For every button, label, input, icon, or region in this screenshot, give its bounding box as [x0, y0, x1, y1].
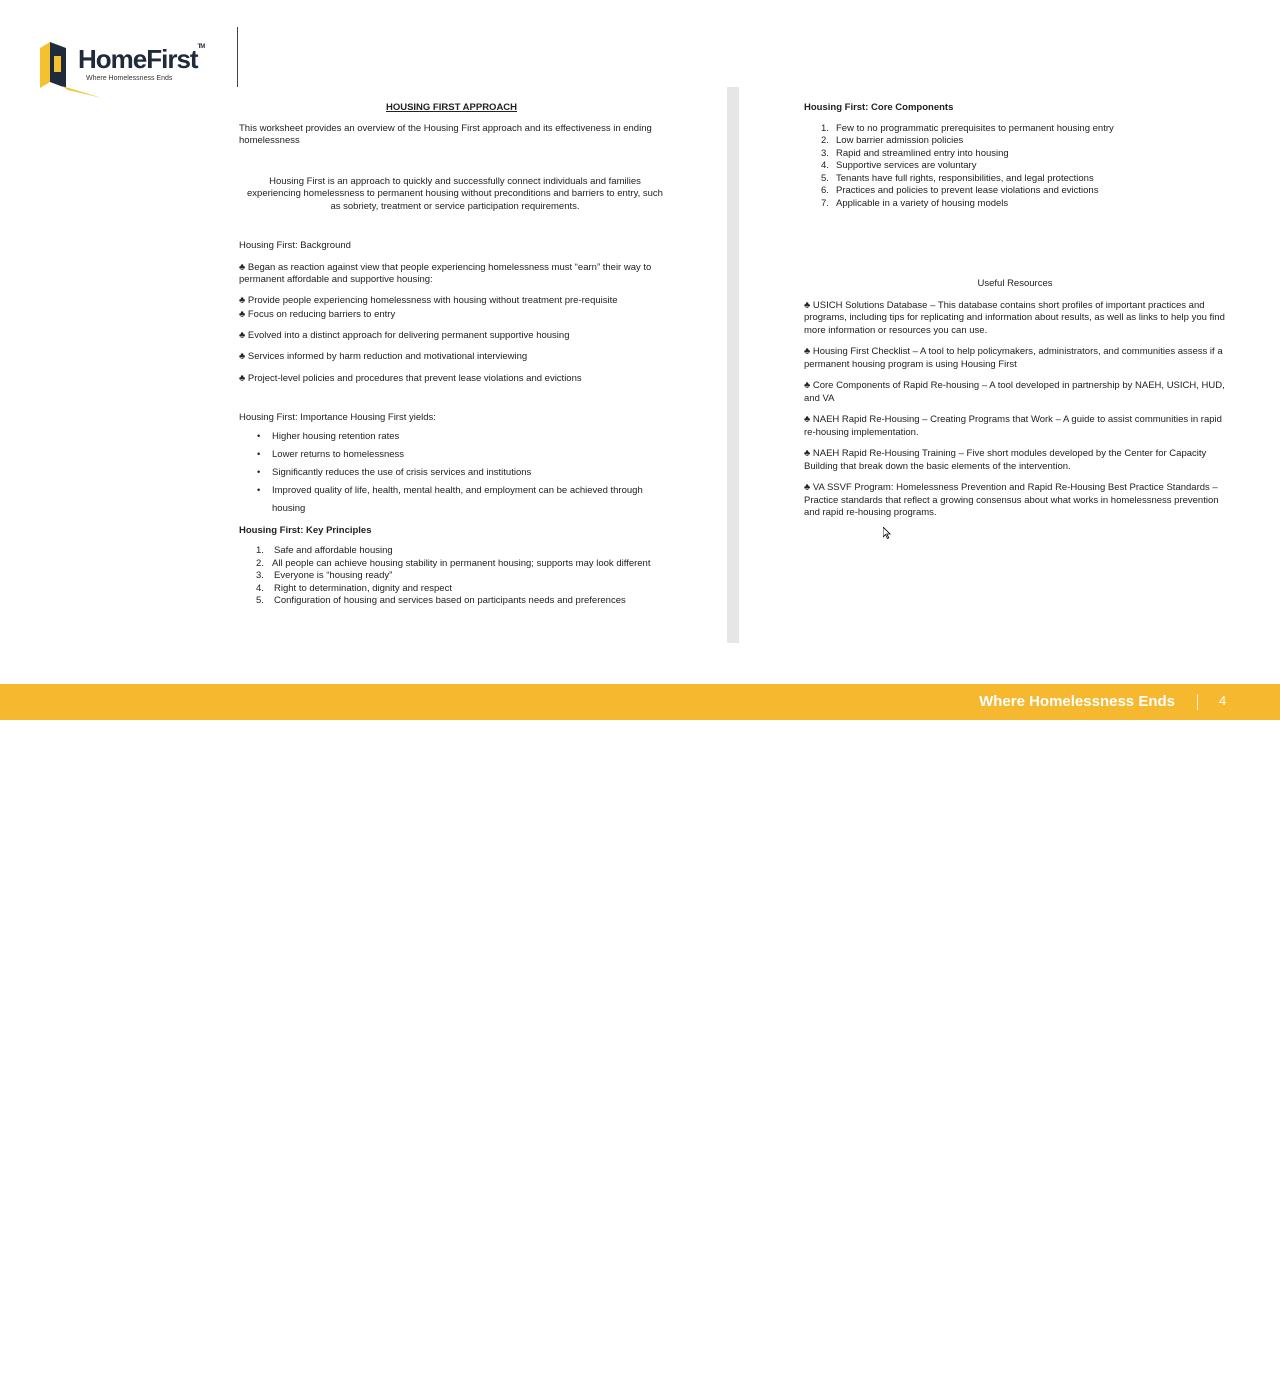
list-item: 6. Practices and policies to prevent lease violations and evictions — [821, 185, 1099, 196]
list-item: 2. Low barrier admission policies — [821, 135, 964, 146]
principles-list — [239, 545, 659, 608]
definition-text: Housing First is an approach to quickly and successfully connect individuals and families experiencing homelessness to permanent housing without preconditions and barriers to entry, such as sobriety, treatment or service participation requirements. — [247, 175, 663, 212]
background-item: ♣ Focus on reducing barriers to entry — [239, 309, 396, 320]
list-item: 4. Right to determination, dignity and respect — [256, 582, 452, 594]
list-item: 1. Safe and affordable housing — [256, 545, 393, 556]
page-gutter — [727, 87, 739, 643]
footer-tagline: Where Homelessness Ends — [979, 693, 1175, 710]
resource-item: ♣ USICH Solutions Database – This database contains short profiles of important practices and programs, including tips for replicating and information about results, as well as links to help you find more information or resources you can use. — [804, 299, 1225, 336]
background-item: ♣ Began as reaction against view that people experiencing homelessness must “earn” their way to permanent affordable and supportive housing: — [239, 261, 652, 285]
background-item: ♣ Project-level policies and procedures that prevent lease violations and evictions — [239, 372, 582, 384]
list-item: 5. Configuration of housing and services based on participants needs and preferences — [256, 595, 626, 606]
list-item: 2. All people can achieve housing stability in permanent housing; supports may look different — [256, 557, 651, 569]
resource-item: ♣ NAEH Rapid Re-Housing Training – Five short modules developed by the Center for Capacity Building that break down the basic elements of the intervention. — [804, 448, 1207, 472]
background-item: ♣ Provide people experiencing homelessness with housing without treatment pre-requisite — [239, 294, 618, 306]
resource-item: ♣ Housing First Checklist – A tool to help policymakers, administrators, and communities assess if a permanent housing program is using Housing First — [804, 346, 1223, 370]
left-page — [239, 102, 663, 608]
house-logo-icon — [40, 42, 66, 88]
list-item: 3. Rapid and streamlined entry into housing — [821, 147, 1009, 159]
logo-tagline: Where Homelessness Ends — [86, 75, 173, 82]
list-item: • Lower returns to homelessness — [257, 448, 405, 460]
core-components-list — [804, 123, 1226, 211]
principles-heading: Housing First: Key Principles — [239, 524, 372, 536]
list-item: • Higher housing retention rates — [257, 430, 400, 442]
logo-swoosh-icon — [62, 86, 102, 98]
slide-control-icons[interactable]: ◂▸✎▭⌕⋯ — [8, 1383, 100, 1394]
list-item: 3. Everyone is “housing ready” — [256, 570, 393, 581]
background-item: ♣ Services informed by harm reduction and motivational interviewing — [239, 351, 528, 362]
right-page — [804, 102, 1226, 520]
resources-heading: Useful Resources — [977, 278, 1053, 289]
page-number: 4 — [1219, 693, 1227, 708]
mouse-cursor-icon — [883, 527, 891, 539]
footer-bar — [0, 684, 1280, 1394]
footer-divider — [1197, 694, 1198, 710]
list-item: • Improved quality of life, health, mental health, and employment can be achieved through housing — [257, 484, 643, 514]
resource-item: ♣ VA SSVF Program: Homelessness Prevention and Rapid Re-Housing Best Practice Standards – Practice standards that reflect a growing consensus about what works in homelessness prevention and rapid re-housing programs. — [804, 482, 1219, 518]
list-item: 7. Applicable in a variety of housing models — [821, 197, 1009, 209]
page-title: HOUSING FIRST APPROACH — [385, 102, 518, 113]
importance-heading: Housing First: Importance Housing First yields: — [239, 412, 436, 423]
list-item: 4. Supportive services are voluntary — [821, 160, 977, 171]
list-item: 1. Few to no programmatic prerequisites to permanent housing entry — [821, 122, 1114, 134]
background-heading: Housing First: Background — [239, 240, 351, 251]
background-item: ♣ Evolved into a distinct approach for delivering permanent supportive housing — [239, 329, 570, 341]
list-item: • Significantly reduces the use of crisis services and institutions — [257, 466, 532, 478]
homefirst-logo — [38, 40, 205, 98]
logo-title: HomeFirst™ — [78, 44, 205, 74]
resource-item: ♣ NAEH Rapid Re-Housing – Creating Programs that Work – A guide to assist communities in rapid re-housing implementation. — [804, 414, 1222, 438]
header-divider — [237, 27, 238, 87]
intro-text: This worksheet provides an overview of the Housing First approach and its effectiveness in ending homelessness — [239, 122, 652, 146]
core-components-heading: Housing First: Core Components — [804, 102, 954, 113]
importance-list — [239, 428, 649, 518]
list-item: 5. Tenants have full rights, responsibilities, and legal protections — [821, 172, 1094, 184]
resource-item: ♣ Core Components of Rapid Re-housing – A tool developed in partnership by NAEH, USICH, HUD, and VA — [804, 380, 1225, 404]
